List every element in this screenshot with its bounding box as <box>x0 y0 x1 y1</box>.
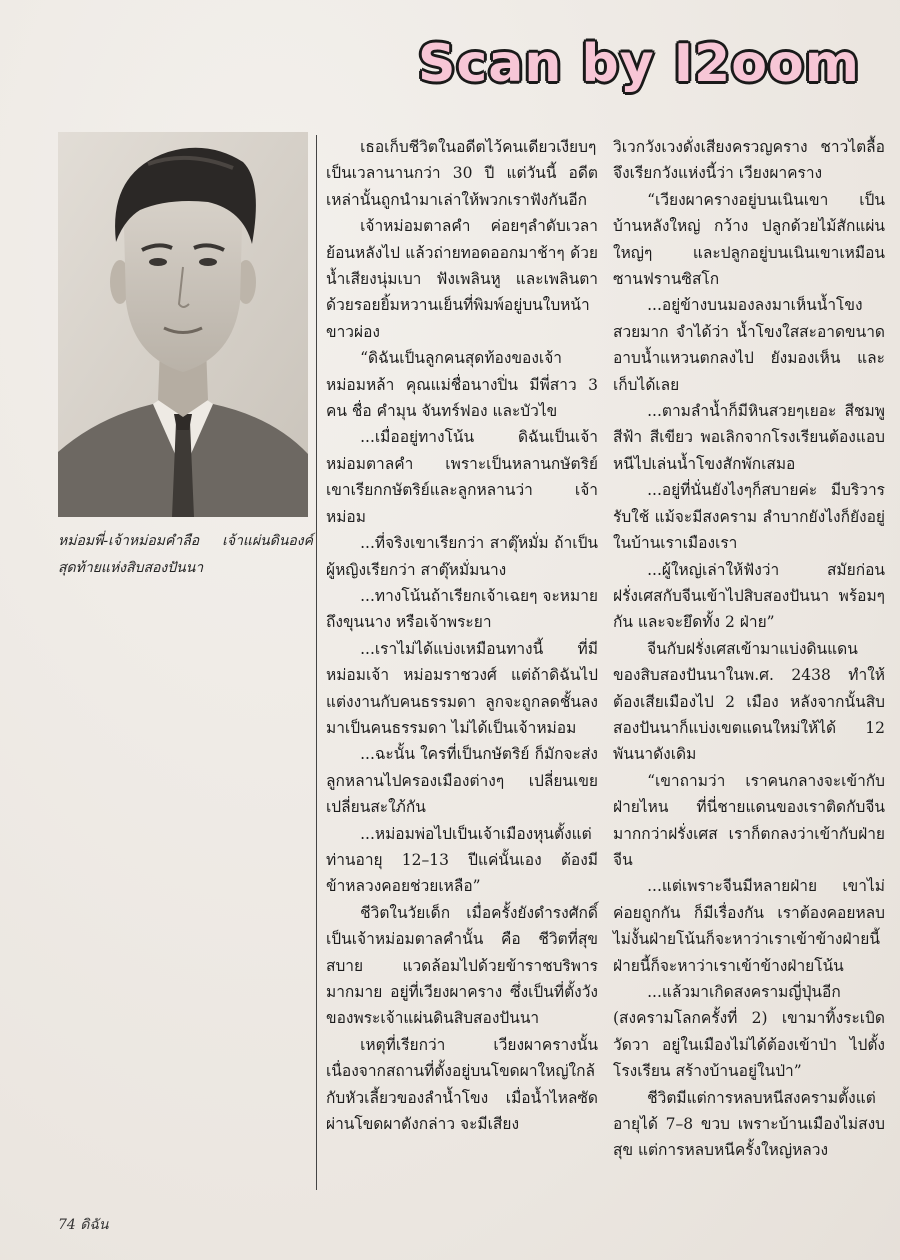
caption-title-cont: สุดท้ายแห่งสิบสองปันนา <box>58 560 204 576</box>
paragraph: เหตุที่เรียกว่า เวียงผาครางนั้น เนื่องจากสถานที่ตั้งอยู่บนโขดผาใหญ่ใกล้กับหัวเลี้ยวของลำน้ำโขง เมื่อน้ำไหลซัดผ่านโขดผาดังกล่าว จะมีเสียง <box>326 1035 598 1134</box>
paragraph: ...เมื่ออยู่ทางโน้น ดิฉันเป็นเจ้าหม่อมตาลคำ เพราะเป็นหลานกษัตริย์ เขาเรียกกษัตริย์และลูกหลานว่า เจ้าหม่อม <box>326 428 598 526</box>
paragraph: ...ที่จริงเขาเรียกว่า สาตุ๊หมั่ม ถ้าเป็นผู้หญิงเรียกว่า สาตุ๊หมั่มนาง <box>326 534 598 579</box>
paragraph: ...อยู่ข้างบนมองลงมาเห็นน้ำโขงสวยมาก จำได้ว่า น้ำโขงใสสะอาดขนาดอาบน้ำแหวนตกลงไป ยังมองเห็น และเก็บได้เลย <box>613 296 885 394</box>
paragraph: เจ้าหม่อมตาลคำ ค่อยๆลำดับเวลาย้อนหลังไป แล้วถ่ายทอดออกมาช้าๆ ด้วยน้ำเสียงนุ่มเบา ฟังเพลินหู และเพลินตา ด้วยรอยยิ้มหวานเย็นที่พิมพ์อยู่บนใบหน้าขาวผ่อง <box>326 217 598 341</box>
paragraph: ชีวิตในวัยเด็ก เมื่อครั้งยังดำรงศักดิ์เป็นเจ้าหม่อมตาลคำนั้น คือ ชีวิตที่สุขสบาย แวดล้อมไปด้วยข้าราชบริพารมากมาย อยู่ที่เวียงผาคราง ซึ่งเป็นที่ตั้งวังของพระเจ้าแผ่นดินสิบสองปันนา <box>326 903 598 1028</box>
paragraph: ...ทางโน้นถ้าเรียกเจ้าเฉยๆ จะหมายถึงขุนนาง หรือเจ้าพระยา <box>326 586 598 632</box>
scanner-watermark: Scan by I2oom <box>418 34 860 94</box>
paragraph: ชีวิตมีแต่การหลบหนีสงครามตั้งแต่อายุได้ 7–8 ขวบ เพราะบ้านเมืองไม่สงบสุข แต่การหลบหนีครั้งใหญ่หลวง <box>613 1088 885 1160</box>
page-folio: 74 ดิฉัน <box>58 1217 109 1233</box>
article-column-1 <box>326 134 598 1137</box>
paragraph: จีนกับฝรั่งเศสเข้ามาแบ่งดินแดนของสิบสองปันนาในพ.ศ. 2438 ทำให้ต้องเสียเมืองไป 2 เมือง หลังจากนั้นสิบสองปันนาก็แบ่งเขตแดนใหม่ให้ได้ 12 พันนาดังเดิม <box>613 639 885 764</box>
portrait-photo-image <box>58 132 308 517</box>
article-column-2 <box>613 134 885 1164</box>
paragraph: เธอเก็บชีวิตในอดีตไว้คนเดียวเงียบๆ เป็นเวลานานกว่า 30 ปี แต่วันนี้ อดีตเหล่านั้นถูกนำมาเล่าให้พวกเราฟังกันอีก <box>326 138 598 209</box>
column-divider <box>316 135 317 1190</box>
paragraph: ...ผู้ใหญ่เล่าให้ฟังว่า สมัยก่อนฝรั่งเศสกับจีนเข้าไปสิบสองปันนา พร้อมๆกัน และจะยึดทั้ง 2 ฝ่าย” <box>613 560 885 632</box>
paragraph: ...แล้วมาเกิดสงครามญี่ปุ่นอีก (สงครามโลกครั้งที่ 2) เขามาทิ้งระเบิดวัดวา อยู่ในเมืองไม่ได้ต้องเข้าป่า ไปตั้งโรงเรียน สร้างบ้านอยู่ในป่า” <box>613 983 885 1081</box>
paragraph: ...หม่อมพ่อไปเป็นเจ้าเมืองหุนตั้งแต่ท่านอายุ 12–13 ปีแค่นั้นเอง ต้องมีข้าหลวงคอยช่วยเหลือ” <box>326 824 598 896</box>
paragraph: ...ฉะนั้น ใครที่เป็นกษัตริย์ ก็มักจะส่งลูกหลานไปครองเมืองต่างๆ เปลี่ยนเขย เปลี่ยนสะใภ้กัน <box>326 745 598 817</box>
paragraph: “เวียงผาครางอยู่บนเนินเขา เป็นบ้านหลังใหญ่ กว้าง ปลูกด้วยไม้สักแผ่นใหญ่ๆ และปลูกอยู่บนเนินเขาเหมือนซานฟรานซิสโก <box>613 190 885 289</box>
photo-caption <box>58 528 313 582</box>
paragraph: ...เราไม่ได้แบ่งเหมือนทางนี้ ที่มีหม่อมเจ้า หม่อมราชวงศ์ แต่ถ้าดิฉันไปแต่งงานกับคนธรรมดา ลูกจะถูกลดชั้นลงมาเป็นคนธรรมดา ไม่ได้เป็นเจ้าหม่อม <box>326 639 598 737</box>
paragraph: “เขาถามว่า เราคนกลางจะเข้ากับฝ่ายไหน ที่นี่ชายแดนของเราติดกับจีน มากกว่าฝรั่งเศส เราก็ตกลงว่าเข้ากับฝ่ายจีน <box>613 771 885 869</box>
caption-name: หม่อมพี่-เจ้าหม่อมคำลือ <box>58 533 200 549</box>
portrait-photo <box>58 132 308 517</box>
paragraph: ...แต่เพราะจีนมีหลายฝ่าย เขาไม่ค่อยถูกกัน ก็มีเรื่องกัน เราต้องคอยหลบ ไม่งั้นฝ่ายโน้นก็จะหาว่าเราเข้าข้างฝ่ายนี้ ฝ่ายนี้ก็จะหาว่าเราเข้าข้างฝ่ายโน้น <box>613 877 885 975</box>
caption-title: เจ้าแผ่นดินองค์ <box>222 533 313 549</box>
paragraph: ...ตามลำน้ำก็มีหินสวยๆเยอะ สีชมพู สีฟ้า สีเขียว พอเลิกจากโรงเรียนต้องแอบหนีไปเล่นน้ำโขงสักพักเสมอ <box>613 402 885 473</box>
paragraph: ...อยู่ที่นั่นยังไงๆก็สบายค่ะ มีบริวารรับใช้ แม้จะมีสงคราม ลำบากยังไงก็ยังอยู่ในบ้านเราเมืองเรา <box>613 481 885 553</box>
paragraph: “ดิฉันเป็นลูกคนสุดท้องของเจ้าหม่อมหล้า คุณแม่ชื่อนางปิ่น มีพี่สาว 3 คน ชื่อ คำมุน จันทร์ฟอง และบัวไข <box>326 349 598 421</box>
paragraph: วิเวกวังเวงดั่งเสียงครวญคราง ชาวไตลื้อจึงเรียกวังแห่งนี้ว่า เวียงผาคราง <box>613 138 885 183</box>
